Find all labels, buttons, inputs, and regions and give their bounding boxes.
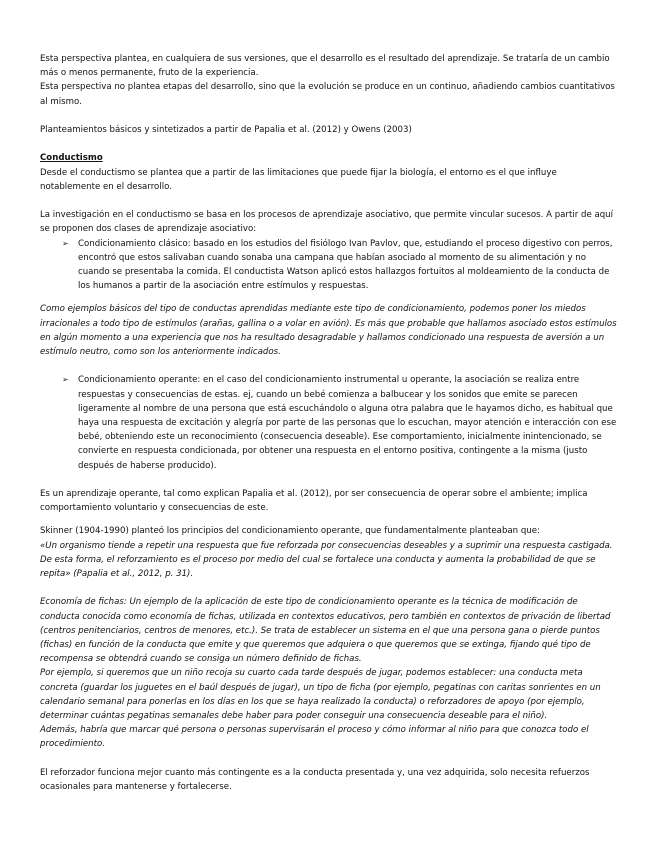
basics-line: Planteamientos básicos y sintetizados a partir de Papalia et al. (2012) y Owens (2003)	[40, 125, 412, 135]
bullet-list-operant	[40, 373, 618, 472]
arrow-bullet-icon: ➢	[62, 375, 69, 385]
token-economy-paragraph: Economía de fichas: Un ejemplo de la aplicación de este tipo de condicionamiento operante es la técnica de modificación de conducta conocida como economía de fichas, utilizada en contextos educativos, pero también en contextos de privación de libertad (centros penitenciarios, centros de menores, etc.). Se trata de establecer un sistema en el que una persona gana o pierde puntos (fichas) en función de la conducta que emite y que queremos que adquiera o que queremos que se extinga, fijando qué tipo de recompensa se obtendrá cuando se consiga un número definido de fichas.	[40, 597, 611, 665]
closing-paragraph: El reforzador funciona mejor cuanto más contingente es a la conducta presentada y, una vez adquirida, solo necesita refuerzos ocasionales para mantenerse y fortalecerse.	[40, 767, 590, 793]
intro-paragraph-2: Esta perspectiva no plantea etapas del desarrollo, sino que la evolución se produce en un continuo, añadiendo cambios cuantitativos al mismo.	[40, 82, 615, 107]
bullet-classic	[62, 237, 618, 294]
token-supervision-paragraph: Además, habría que marcar qué persona o personas supervisarán el proceso y cómo informar al niño para que conozca todo el procedimiento.	[40, 725, 589, 750]
token-example-paragraph: Por ejemplo, si queremos que un niño recoja su cuarto cada tarde después de jugar, podemos establecer: una conducta meta concreta (guardar los juguetes en el baúl después de jugar), un tipo de ficha (por ejemplo, pegatinas con caritas sonrientes en un calendario semanal para ponerlas en los días en los que se haya realizado la conducta) o reforzadores de apoyo (por ejemplo, determinar cuántas pegatinas semanales debe haber para poder conseguir una consecuencia deseable para el niño).	[40, 668, 601, 722]
section-paragraph-1: Desde el conductismo se plantea que a partir de las limitaciones que puede fijar la biología, el entorno es el que influye notablemente en el desarrollo.	[40, 167, 557, 192]
document-page	[40, 52, 618, 794]
bullet-operant	[62, 373, 618, 472]
skinner-line: Skinner (1904-1990) planteó los principios del condicionamiento operante, que fundamentalmente planteaban que:	[40, 526, 540, 537]
skinner-quote: «Un organismo tiende a repetir una respuesta que fue reforzada por consecuencias deseables y a suprimir una respuesta castigada. De esta forma, el reforzamiento es el proceso por medio del cual se fortalece una conducta y aumenta la probabilidad de que se repita» (Papalia et al., 2012, p. 31).	[40, 540, 613, 580]
section-paragraph-2: La investigación en el conductismo se basa en los procesos de aprendizaje asociativo, que permite vincular sucesos. A partir de aquí se proponen dos clases de aprendizaje asociativo:	[40, 210, 614, 235]
operant-note: Es un aprendizaje operante, tal como explican Papalia et al. (2012), por ser consecuencia de operar sobre el ambiente; implica comportamiento voluntario y consecuencias de este.	[40, 489, 588, 514]
section-title: Conductismo	[40, 153, 103, 164]
arrow-bullet-icon: ➢	[62, 238, 69, 248]
intro-paragraph-1: Esta perspectiva plantea, en cualquiera de sus versiones, que el desarrollo es el resultado del aprendizaje. Se trataría de un cambio más o menos permanente, fruto de la experiencia.	[40, 54, 610, 79]
bullet-classic-text: Condicionamiento clásico: basado en los estudios del fisiólogo Ivan Pavlov, que, estudiando el proceso digestivo con perros, encontró que estos salivaban cuando sonaba una campana que habían asociado al momento de su alimentación y no cuando se presentaba la comida. El conductista Watson aplicó estos hallazgos fortuitos al moldeamiento de la conducta de los humanos a partir de la asociación entre estímulos y respuestas.	[78, 238, 613, 292]
classic-example: Como ejemplos básicos del tipo de conductas aprendidas mediante este tipo de condicionamiento, podemos poner los miedos irracionales a todo tipo de estímulos (arañas, gallina o a volar en avión). Es más que probable que hallamos asociado estos estímulos en algún momento a una experiencia que nos ha resultado desagradable y hallamos condicionado una respuesta de aversión a un estímulo neutro, como son los anteriormente indicados.	[40, 304, 617, 358]
bullet-list-classic	[40, 237, 618, 294]
bullet-operant-text: Condicionamiento operante: en el caso del condicionamiento instrumental u operante, la asociación se realiza entre respuestas y consecuencias de estas. ej, cuando un bebé comienza a balbucear y los sonidos que emite se parecen ligeramente al nombre de una persona que está escuchándolo o alguna otra palabra que le hayamos dicho, es habitual que haya una respuesta de excitación y alegría por parte de las personas que lo escuchan, mayor atención e interacción con ese bebé, obteniendo este un reconocimiento (consecuencia deseable). Ese comportamiento, inicialmente inintencionado, se convierte en respuesta condicionada, por obtener una respuesta en el entorno positiva, contingente a la misma (justo después de haberse producido).	[78, 375, 617, 471]
